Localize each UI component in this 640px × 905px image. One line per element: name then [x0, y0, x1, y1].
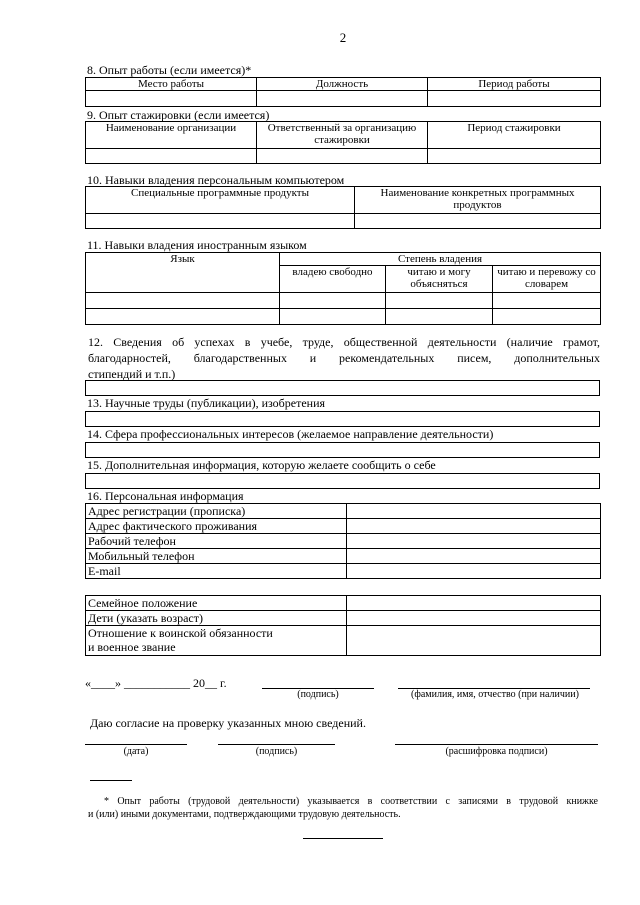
col-workplace: Место работы: [86, 78, 257, 91]
col-level-fluent: владею свободно: [280, 266, 386, 293]
achievements-field[interactable]: [85, 380, 600, 396]
col-responsible: Ответственный за организацию стажировки: [257, 122, 428, 149]
row-email: E-mail: [86, 564, 347, 579]
consent-decoding-caption: (расшифровка подписи): [445, 746, 548, 757]
col-level-read-translate: читаю и перевожу со словарем: [493, 266, 601, 293]
row-marital-status: Семейное положение: [86, 596, 347, 611]
row-reg-address: Адрес регистрации (прописка): [86, 504, 347, 519]
section-15-heading: [87, 458, 436, 472]
consent-signature-caption: (подпись): [255, 746, 298, 757]
col-software-names: Наименование конкретных программных продуктов: [355, 187, 601, 214]
signature-caption: (подпись): [297, 689, 339, 700]
work-cell[interactable]: [257, 91, 428, 107]
personal-value[interactable]: [347, 596, 601, 611]
col-level-read-speak: читаю и могу объясняться: [386, 266, 493, 293]
personal-value[interactable]: [347, 534, 601, 549]
work-experience-table: [85, 77, 601, 107]
page-bottom-rule: [303, 838, 383, 839]
consent-decoding-line[interactable]: [395, 744, 598, 745]
language-cell[interactable]: [386, 293, 493, 309]
computer-skills-table: [85, 186, 601, 229]
section-12-line-last: стипендий и т.п.): [88, 367, 176, 381]
consent-date-line[interactable]: [85, 744, 187, 745]
section-15-number: 15: [87, 458, 99, 472]
work-cell[interactable]: [86, 91, 257, 107]
work-cell[interactable]: [428, 91, 601, 107]
personal-value[interactable]: [347, 504, 601, 519]
software-cell[interactable]: [86, 214, 355, 229]
language-cell[interactable]: [280, 293, 386, 309]
col-work-period: Период работы: [428, 78, 601, 91]
col-organization: Наименование организации: [86, 122, 257, 149]
personal-value[interactable]: [347, 626, 601, 656]
row-mobile-phone: Мобильный телефон: [86, 549, 347, 564]
family-info-table: [85, 595, 601, 656]
personal-value[interactable]: [347, 611, 601, 626]
section-11-heading: 11. Навыки владения иностранным языком: [87, 238, 307, 252]
footnote-line-2: и (или) иными документами, подтверждающими трудовую деятельность.: [88, 809, 401, 820]
col-internship-period: Период стажировки: [428, 122, 601, 149]
col-language: Язык: [86, 253, 280, 293]
software-cell[interactable]: [355, 214, 601, 229]
personal-info-table: [85, 503, 601, 579]
section-16-heading: 16. Персональная информация: [87, 489, 244, 503]
row-actual-address: Адрес фактического проживания: [86, 519, 347, 534]
page-number: 2: [339, 30, 347, 45]
footnote-separator: [90, 780, 132, 781]
row-children: Дети (указать возраст): [86, 611, 347, 626]
row-military: [86, 626, 347, 656]
fio-caption: (фамилия, имя, отчество (при наличии): [411, 689, 579, 700]
section-12-line: 12. Сведения об успехах в учебе, труде, общественной деятельности (наличие грамот, благодарностей, благодарственных и рекомендательных писем, дополнительных: [88, 335, 600, 365]
row-work-phone: Рабочий телефон: [86, 534, 347, 549]
additional-info-field[interactable]: [85, 473, 600, 489]
internship-cell[interactable]: [86, 149, 257, 164]
col-software: Специальные программные продукты: [86, 187, 355, 214]
language-skills-table: [85, 252, 601, 325]
language-cell[interactable]: [86, 309, 280, 325]
language-cell[interactable]: [280, 309, 386, 325]
consent-date-caption: (дата): [123, 746, 149, 757]
consent-text: Даю согласие на проверку указанных мною сведений.: [90, 716, 366, 730]
section-14-heading: 14. Сфера профессиональных интересов (желаемое направление деятельности): [87, 427, 494, 441]
section-15-text: . Дополнительная информация, которую желаете сообщить о себе: [99, 458, 436, 472]
internship-table: [85, 121, 601, 164]
personal-value[interactable]: [347, 549, 601, 564]
section-10-heading: 10. Навыки владения персональным компьютером: [87, 173, 345, 187]
section-9-heading: 9. Опыт стажировки (если имеется): [87, 108, 270, 122]
internship-cell[interactable]: [428, 149, 601, 164]
row-military-line-2: и военное звание: [88, 640, 176, 654]
publications-field[interactable]: [85, 411, 600, 427]
footnote-line-1: * Опыт работы (трудовой деятельности) указывается в соответствии с записями в трудовой книжке: [104, 796, 598, 807]
internship-cell[interactable]: [257, 149, 428, 164]
section-8-heading: 8. Опыт работы (если имеется)*: [87, 63, 252, 77]
section-12-text: [88, 334, 600, 382]
language-cell[interactable]: [493, 293, 601, 309]
section-13-heading: 13. Научные труды (публикации), изобретения: [87, 396, 326, 410]
language-cell[interactable]: [86, 293, 280, 309]
language-cell[interactable]: [493, 309, 601, 325]
personal-value[interactable]: [347, 519, 601, 534]
col-level: Степень владения: [280, 253, 601, 266]
consent-signature-line[interactable]: [218, 744, 335, 745]
personal-value[interactable]: [347, 564, 601, 579]
language-cell[interactable]: [386, 309, 493, 325]
col-position: Должность: [257, 78, 428, 91]
signature-date: «____» ___________ 20__ г.: [85, 676, 227, 690]
row-military-line-1: Отношение к воинской обязанности: [88, 626, 273, 640]
interests-field[interactable]: [85, 442, 600, 458]
